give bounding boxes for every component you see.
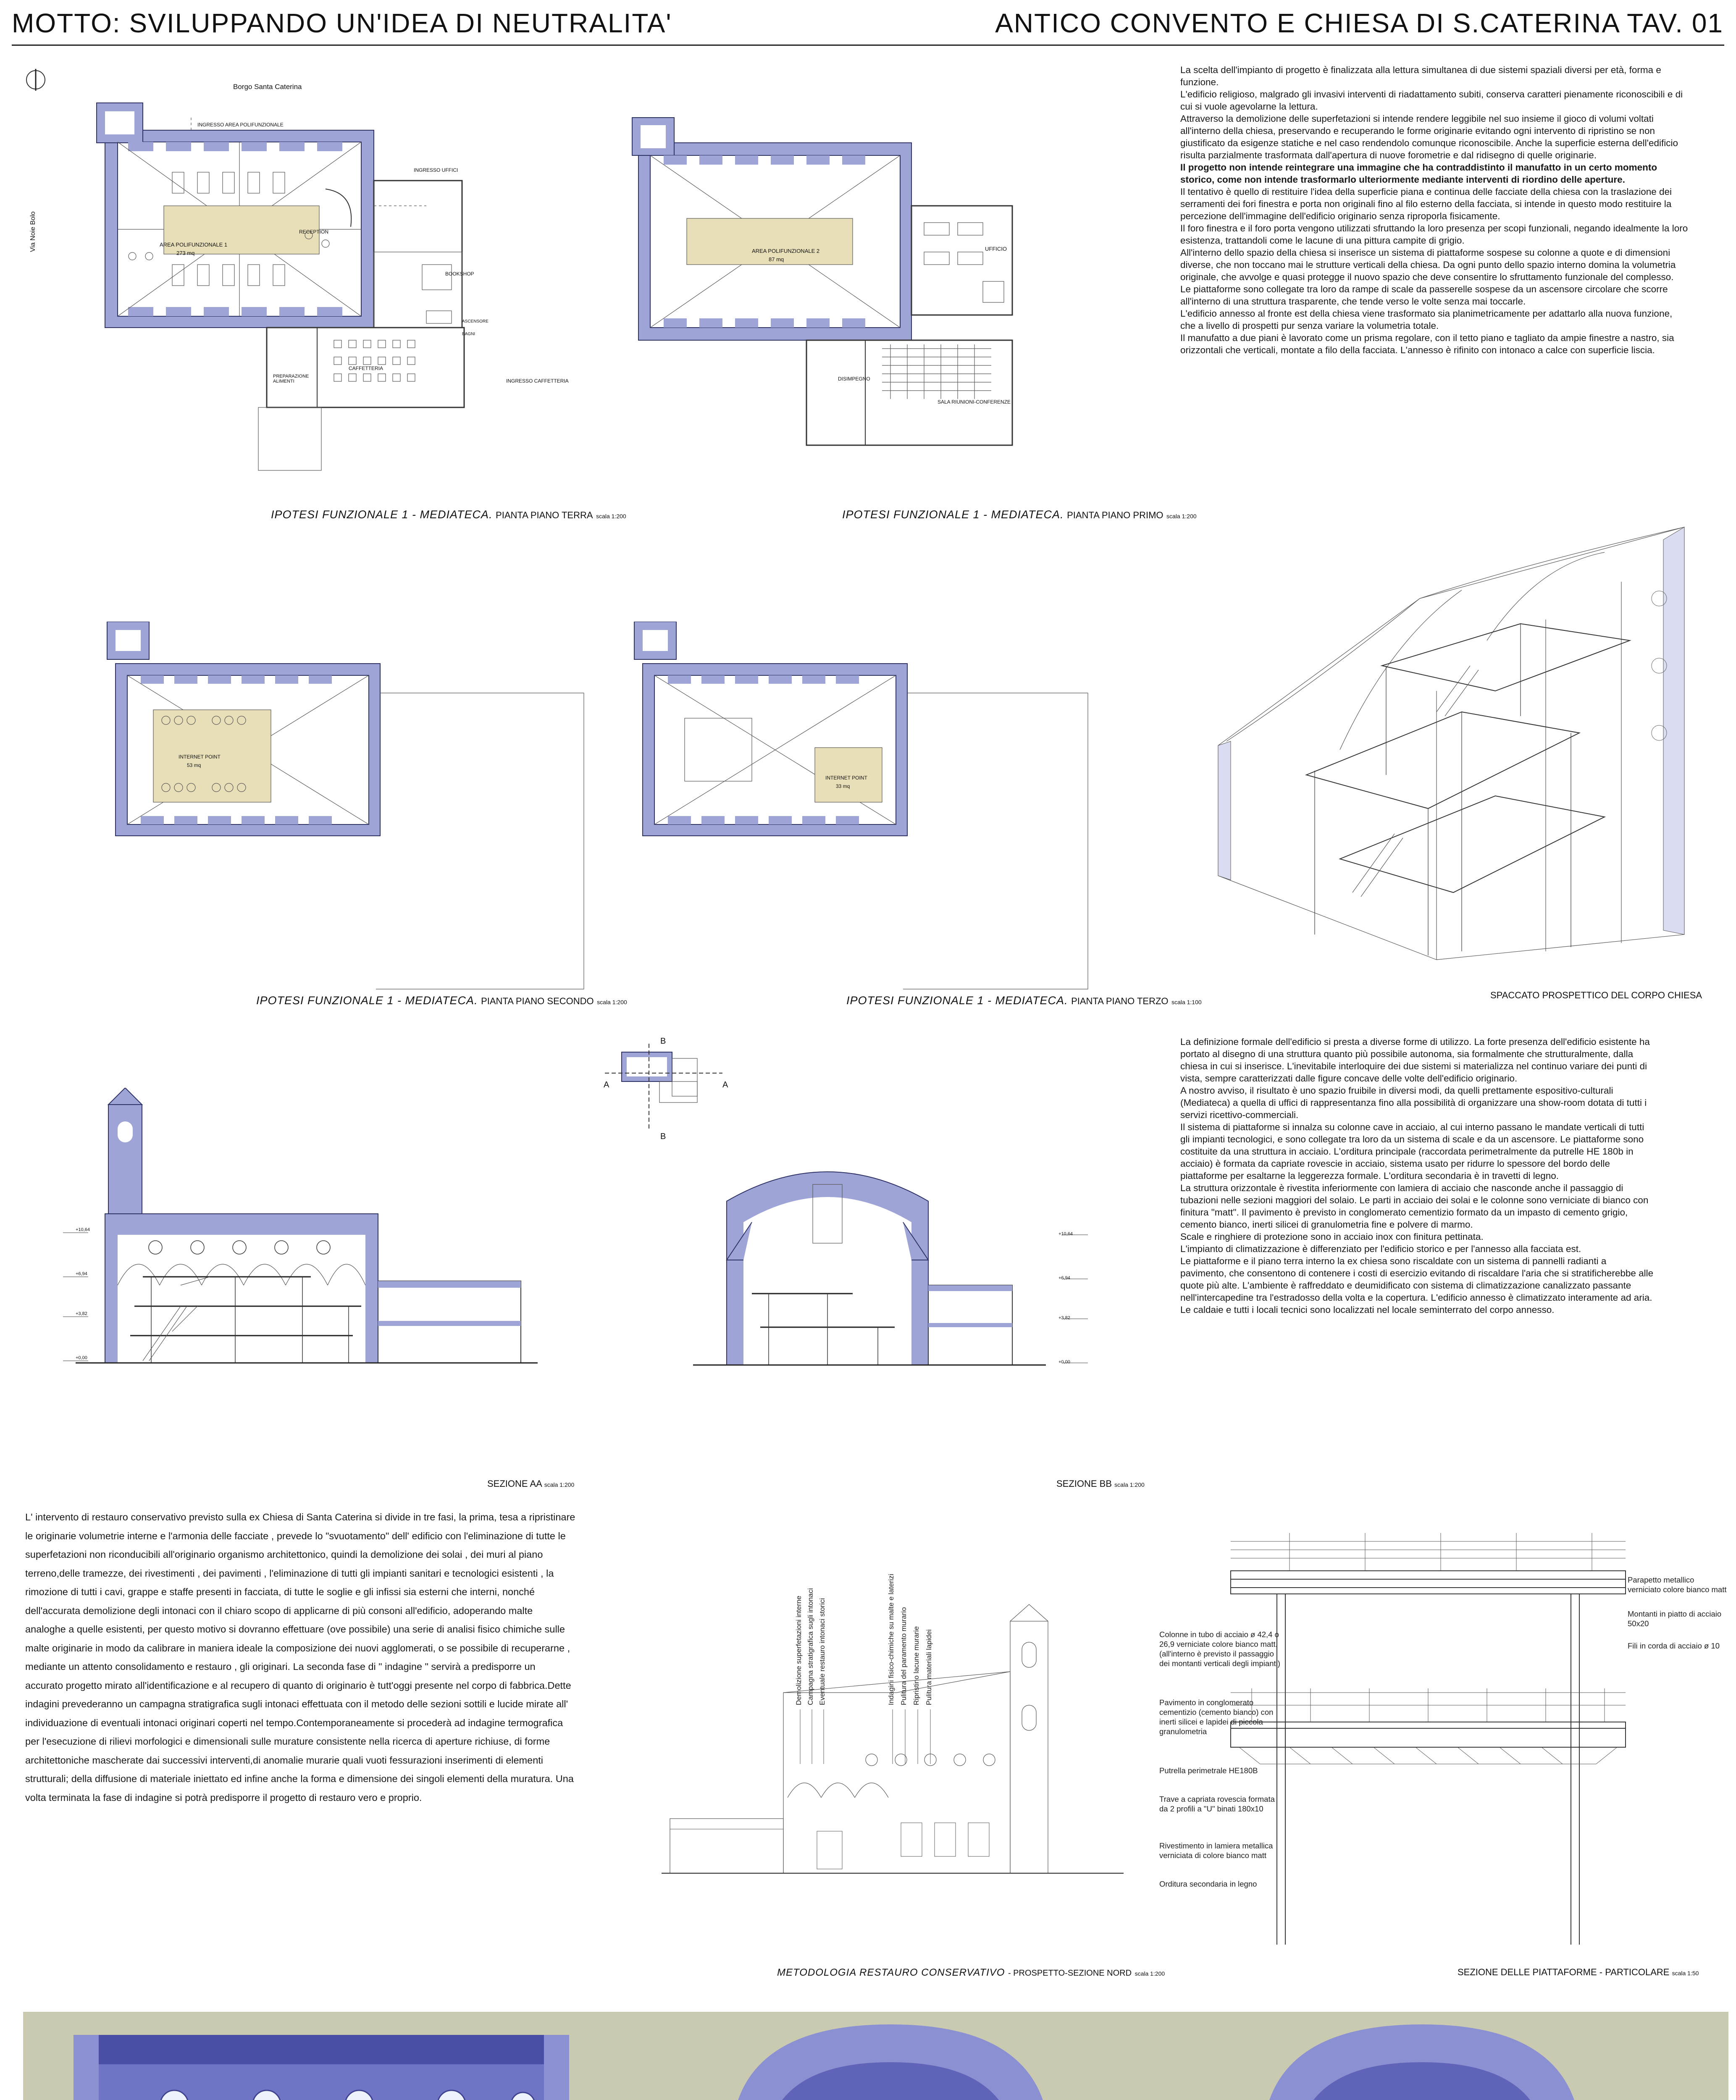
label-internet-point-3-mq: 33 mq: [836, 783, 850, 789]
label-caffetteria: CAFFETTERIA: [349, 365, 383, 371]
caption-methodology-scale: scala 1:200: [1135, 1970, 1165, 1977]
caption-plan-third-scale: scala 1:100: [1171, 999, 1202, 1005]
caption-section-bb-text: SEZIONE BB: [1056, 1478, 1112, 1489]
level-aa-2: +6,94: [76, 1271, 87, 1276]
caption-plan-ground-italic: IPOTESI FUNZIONALE 1 - MEDIATECA.: [271, 508, 493, 521]
paragraph: Scale e ringhiere di protezione sono in acciaio inox con finitura pettinata.: [1180, 1231, 1484, 1242]
label-ingresso-uffici: INGRESSO UFFICI: [414, 167, 458, 173]
paragraph: L'edificio religioso, malgrado gli invasivi interventi di riadattamento subiti, conserva caratteri pienamente riconoscibili e di cui si vuole agevolarne la lettura.: [1180, 89, 1683, 112]
method-label: Eventuale restauro intonaci storici: [818, 1598, 826, 1705]
paragraph: La struttura orizzontale è rivestita inferiormente con lamiera di acciaio che nasconde anche il passaggio di tubazioni nelle sezioni maggiori del solaio. Le parti in acciaio dei solai e le colonne sono verniciate di bianco con finitura "matt". Il pavimento è previsto in conglomerato cementizio formato da un impasto di cemento grigio, cemento bianco, inerti silicei di granulometria fine e polvere di marmo.: [1180, 1183, 1649, 1230]
caption-plan-first-italic: IPOTESI FUNZIONALE 1 - MEDIATECA.: [842, 508, 1064, 521]
paragraph: L'edificio annesso al fronte est della chiesa viene trasformato sia planimetricamente per adattarlo alla nuova funzione, che a livello di prospetti pur senza variare la volumetria totale.: [1180, 308, 1673, 331]
paragraph: Il tentativo è quello di restituire l'idea della superficie piana e continua delle facciate della chiesa con la traslazione dei serramenti dei fori finestra e porta non originali fino al filo esterno della facciata, si intende in questo modo restituire la percezione dell'immagine dell'edificio originario senza riproporla fisicamente.: [1180, 186, 1672, 221]
label-ufficio: UFFICIO: [985, 246, 1007, 252]
level-aa-1: +10,64: [76, 1227, 90, 1232]
paragraph: Le piattaforme sono collegate tra loro da rampe di scale da passerelle sospese da un ascensore circolare che scorre all'interno di una struttura trasparente, che tende verso le volte senza mai toccarle.: [1180, 284, 1668, 307]
label-preparazione-alimenti: PREPARAZIONE ALIMENTI: [273, 374, 309, 384]
detail-note: Colonne in tubo di acciaio ø 42,4 o 26,9 verniciate colore bianco matt. (all'interno è previsto il passaggio dei montanti verticali degli impianti): [1159, 1630, 1280, 1668]
caption-plan-second-scale: scala 1:200: [597, 999, 627, 1005]
label-internet-point-2: INTERNET POINT: [179, 754, 221, 760]
street-label-top: Borgo Santa Caterina: [233, 83, 302, 91]
caption-plan-first-text: PIANTA PIANO PRIMO: [1067, 510, 1163, 520]
label-area-polifunzionale-1: AREA POLIFUNZIONALE 1: [160, 242, 228, 248]
caption-methodology-text: - PROSPETTO-SEZIONE NORD: [1008, 1969, 1132, 1978]
paragraph: Il foro finestra e il foro porta vengono utilizzati sfruttando la loro presenza per scopi funzionali, negando idealmente la loro esistenza, trattandoli come le lacune di una pittura campite di grigio.: [1180, 223, 1688, 246]
detail-note: Montanti in piatto di acciaio 50x20: [1628, 1609, 1722, 1628]
detail-note: Orditura secondaria in legno: [1159, 1880, 1257, 1888]
label-disimpegno: DISIMPEGNO: [838, 376, 870, 382]
key-plan-letter-b-top: B: [660, 1037, 666, 1046]
caption-plan-third-text: PIANTA PIANO TERZO: [1071, 996, 1169, 1006]
method-label: Indagini fisico-chimiche su malte e laterizi: [887, 1574, 895, 1705]
detail-notes-left: [1159, 1630, 1281, 1889]
paragraph: Il progetto non intende reintegrare una immagine che ha contraddistinto il manufatto in un certo momento storico, come non intende trasformarlo ulteriormente mediante interventi di riordino delle aperture.: [1180, 162, 1657, 185]
render-transversal-2: [1262, 2020, 1581, 2100]
detail-note: Pavimento in conglomerato cementizio (cemento bianco) con inerti silicei e lapidei di piccola granulometria: [1159, 1698, 1274, 1736]
platform-detail: [1226, 1525, 1634, 1966]
detail-notes-right: [1628, 1575, 1728, 1651]
detail-note: Parapetto metallico verniciato colore bianco matt: [1628, 1575, 1727, 1594]
detail-note: Putrella perimetrale HE180B: [1159, 1766, 1258, 1775]
detail-note: Fili in corda di acciaio ø 10: [1628, 1641, 1720, 1650]
detail-note: Trave a capriata rovescia formata da 2 profili a "U" binati 180x10: [1159, 1795, 1275, 1813]
project-description-2: [1180, 1036, 1655, 1316]
project-description-1: [1180, 64, 1689, 356]
restoration-text: L' intervento di restauro conservativo previsto sulla ex Chiesa di Santa Caterina si divide in tre fasi, la prima, tesa a ripristinare le originarie volumetrie interne e l'armonia delle facciate , prevede lo "svuotamento" dell' edificio con l'eliminazione di tutte le superfetazioni non riconducibili all'originario organismo architettonico, quindi la demolizione dei solai , dei muri al piano terreno,delle tramezze, dei rivestimenti , dei pavimenti , l'eliminazione di tutti gli impianti sanitari e tecnologici esistenti , la rimozione di tutti i cavi, grappe e staffe presenti in facciata, di tutte le soglie e gli infissi sia esterni che interni, nonché dell'accurata demolizione degli intonaci con il chiaro scopo di applicarne di più consoni all'edificio, adoperando malte analoghe a quelle esistenti, per questo motivo si dovranno effettuare (ove possibile) una serie di analisi fisico chimiche sulle malte originarie in modo da calibrare in maniera ideale la composizione dei nuovi agglomerati, o se possibile di recuperarne , mediante un attento consolidamento e restauro , gli originari. La seconda fase di " indagine " servirà a predisporre un accurato progetto mirato all'identificazione e al recupero di quanto di originario è tutt'oggi presente nel corpo di fabbrica.Dette indagini prevederanno un campagna stratigrafica sugli intonaci effettuata con il metodo delle sezioni sottili e lucide mirate all' individuazione di eventuali intonaci originari coperti nel tempo.Contemporaneamente si procederà ad indagine termografica per l'esecuzione di rilievi morfologici e dimensionali sulle murature consistente nella ricerca di aperture richiuse, di forme architettoniche mascherate dai successivi interventi,di anomalie murarie quali vuoti fessurazioni inserimenti di elementi strutturali; della diffusione di materiale iniettato ed infine anche la forma e dimensione dei singoli elementi della muratura. Una volta terminata la fase di indagine si potrà predisporre il progetto di restauro vero e proprio.: [25, 1512, 575, 1803]
level-bb-4: +0,00: [1058, 1360, 1070, 1365]
header-rule: [12, 45, 1724, 46]
paragraph: Il sistema di piattaforme si innalza su colonne cave in acciaio, al cui interno passano le mandate verticali di tutti gli impianti tecnologici, e sono collegate tra loro da un sistema di scale e da un ascensore. Le piattaforme sono costituite da una struttura in acciaio. L'orditura principale (raccordata perimetralmente da putrelle HE 180b in acciaio) è formata da capriate rovescie in acciaio, sistema usato per ridurre lo spessore del bordo delle piattaforme per esaltarne la leggerezza formale. L'orditura secondaria è in travetti di legno.: [1180, 1122, 1644, 1181]
spaccato-prospettico: [1201, 514, 1697, 981]
page-title-left: MOTTO: SVILUPPANDO UN'IDEA DI NEUTRALITA': [12, 8, 672, 38]
paragraph: All'interno dello spazio della chiesa si inserisce un sistema di piattaforme sospese su colonne a quote e di dimensioni diverse, che non toccano mai le strutture verticali della chiesa. Da ogni punto dello spazio interno domina la volumetria originale, che avvolge e quasi protegge il nuovo spazio che deve consentire lo sfruttamento funzionale del complesso.: [1180, 247, 1676, 282]
caption-plan-second-text: PIANTA PIANO SECONDO: [481, 996, 594, 1006]
method-label: Ripristino lacune murarie: [912, 1626, 920, 1705]
method-label: Pulitura materiali lapidei: [925, 1629, 933, 1705]
paragraph: Le piattaforme e il piano terra interno la ex chiesa sono riscaldate con un sistema di pannelli radianti a pavimento, che consentono di contenere i costi di esercizio evitando di riscaldare l'aria che si stratificherebbe alle quote più alte. L'ambiente è raffreddato e deumidificato con sistema di climatizzazione canalizzato passante nell'intercapedine tra l'estradosso della volta e la copertura. L'edificio annesso è climatizzato interamente ad aria. Le caldaie e tutti i locali tecnici sono localizzati nel locale seminterrato del corpo annesso.: [1180, 1256, 1654, 1315]
label-ingresso-caffetteria: INGRESSO CAFFETTERIA: [506, 378, 569, 384]
caption-section-aa-text: SEZIONE AA: [487, 1478, 542, 1489]
caption-methodology-italic: METODOLOGIA RESTAURO CONSERVATIVO: [777, 1967, 1005, 1978]
caption-detail-scale: scala 1:50: [1672, 1970, 1699, 1977]
north-arrow-icon: [26, 69, 45, 91]
level-bb-2: +6,94: [1058, 1276, 1070, 1281]
caption-plan-first-scale: scala 1:200: [1166, 513, 1197, 520]
method-label: Demolizione superfetazioni interne: [795, 1596, 803, 1705]
caption-detail: [1458, 1967, 1699, 1978]
caption-plan-ground: [271, 508, 626, 521]
level-aa-3: +3,82: [76, 1311, 87, 1316]
detail-note: Rivestimento in lamiera metallica verniciata di colore bianco matt: [1159, 1841, 1273, 1860]
caption-plan-ground-scale: scala 1:200: [596, 513, 626, 520]
render-longitudinal: [74, 2035, 569, 2100]
label-ingresso-area: INGRESSO AREA POLIFUNZIONALE: [197, 122, 284, 128]
label-reception: RECEPTION: [299, 229, 329, 235]
methodology-elevation: [662, 1588, 1128, 1890]
caption-section-aa: [487, 1478, 574, 1489]
caption-plan-ground-text: PIANTA PIANO TERRA: [496, 510, 593, 520]
paragraph: La scelta dell'impianto di progetto è finalizzata alla lettura simultanea di due sistemi spaziali diversi per età, forma e funzione.: [1180, 65, 1661, 87]
label-bagni: BAGNI: [462, 332, 475, 336]
label-area-polifunzionale-2-mq: 87 mq: [769, 256, 784, 262]
caption-detail-text: SEZIONE DELLE PIATTAFORME - PARTICOLARE: [1458, 1967, 1670, 1977]
caption-plan-first: [842, 508, 1197, 521]
plan-second-floor: [82, 622, 649, 991]
method-label: Pulitura del paramento murario: [900, 1607, 908, 1705]
section-bb: [676, 1168, 1138, 1378]
label-bookshop: BOOKSHOP: [445, 271, 474, 277]
label-sala-riunioni: SALA RIUNIONI-CONFERENZE: [938, 399, 1011, 405]
label-internet-point-2-mq: 53 mq: [187, 762, 201, 768]
page-title-right: ANTICO CONVENTO E CHIESA DI S.CATERINA TAV. 01: [995, 8, 1723, 38]
caption-plan-third-italic: IPOTESI FUNZIONALE 1 - MEDIATECA.: [846, 994, 1068, 1007]
key-plan-letter-a-left: A: [604, 1080, 609, 1089]
caption-plan-third: [846, 994, 1202, 1007]
caption-section-aa-scale: scala 1:200: [544, 1481, 575, 1488]
paragraph: L'impianto di climatizzazione è differenziato per l'edificio storico e per l'annesso alla facciata est.: [1180, 1244, 1581, 1254]
level-bb-3: +3,82: [1058, 1315, 1070, 1320]
caption-methodology: [777, 1966, 1165, 1979]
level-aa-4: +0,00: [76, 1355, 87, 1360]
paragraph: A nostro avviso, il risultato è uno spazio fruibile in diversi modi, da quelli prettamente espositivo-culturali (Mediateca) a quella di uffici di rappresentanza fino alla possibilità di organizzare una show-room dotata di tutti i servizi ricettivo-commerciali.: [1180, 1085, 1647, 1120]
paragraph: La definizione formale dell'edificio si presta a diverse forme di utilizzo. La forte presenza dell'edificio esistente ha portato al disegno di una struttura quanto più possibile autonoma, sia formalmente che strutturalmente, dalla chiesa in cui si inserisce. L'inevitabile interloquire dei due sistemi si materializza nel continuo variare dei punti di vista, sempre caratterizzati dalle figure concave delle volte dell'edificio originario.: [1180, 1037, 1650, 1084]
street-label-left: Via Noie Bolo: [29, 211, 37, 252]
paragraph: Attraverso la demolizione delle superfetazioni si intende rendere leggibile nel suo insieme il gioco di volumi voltati all'interno della chiesa, preservando e recuperando le forme originarie evitando ogni intervento di ripristino se non giustificato da esigenze statiche e nel caso rendendolo comunque riconoscibile. Anche la superficie esterna dell'edificio risulta parzialmente trasformata dall'apertura di nuove forometrie e dal ridisegno di quelle originarie.: [1180, 113, 1678, 160]
key-plan-letter-a-right: A: [722, 1080, 728, 1089]
label-area-polifunzionale-2: AREA POLIFUNZIONALE 2: [752, 248, 820, 254]
paragraph: Il manufatto a due piani è lavorato come un prisma regolare, con il tetto piano e tagliato da ampie finestre a nastro, sia orizzontali che verticali, montate a filo della facciata. L'annesso è rifinito con intonaco a calce con superficie liscia.: [1180, 333, 1674, 355]
caption-section-bb: [1056, 1478, 1145, 1489]
plan-first-floor: [630, 113, 1147, 449]
caption-spaccato: SPACCATO PROSPETTICO DEL CORPO CHIESA: [1490, 990, 1702, 1000]
label-ascensore: ASCENSORE: [462, 319, 488, 324]
plan-third-floor: [630, 622, 1092, 991]
caption-plan-second: [256, 994, 627, 1007]
label-internet-point-3: INTERNET POINT: [825, 775, 867, 781]
render-transversal-1: [731, 2020, 1050, 2100]
method-label: Campagna stratigrafica sugli intonaci: [806, 1588, 814, 1705]
section-aa: [59, 1088, 550, 1382]
label-area-polifunzionale-1-mq: 273 mq: [176, 250, 195, 256]
caption-plan-second-italic: IPOTESI FUNZIONALE 1 - MEDIATECA.: [256, 994, 478, 1007]
key-plan: [601, 1035, 731, 1140]
key-plan-letter-b-bottom: B: [660, 1132, 666, 1141]
level-bb-1: +10,64: [1058, 1231, 1073, 1236]
caption-section-bb-scale: scala 1:200: [1114, 1481, 1145, 1488]
